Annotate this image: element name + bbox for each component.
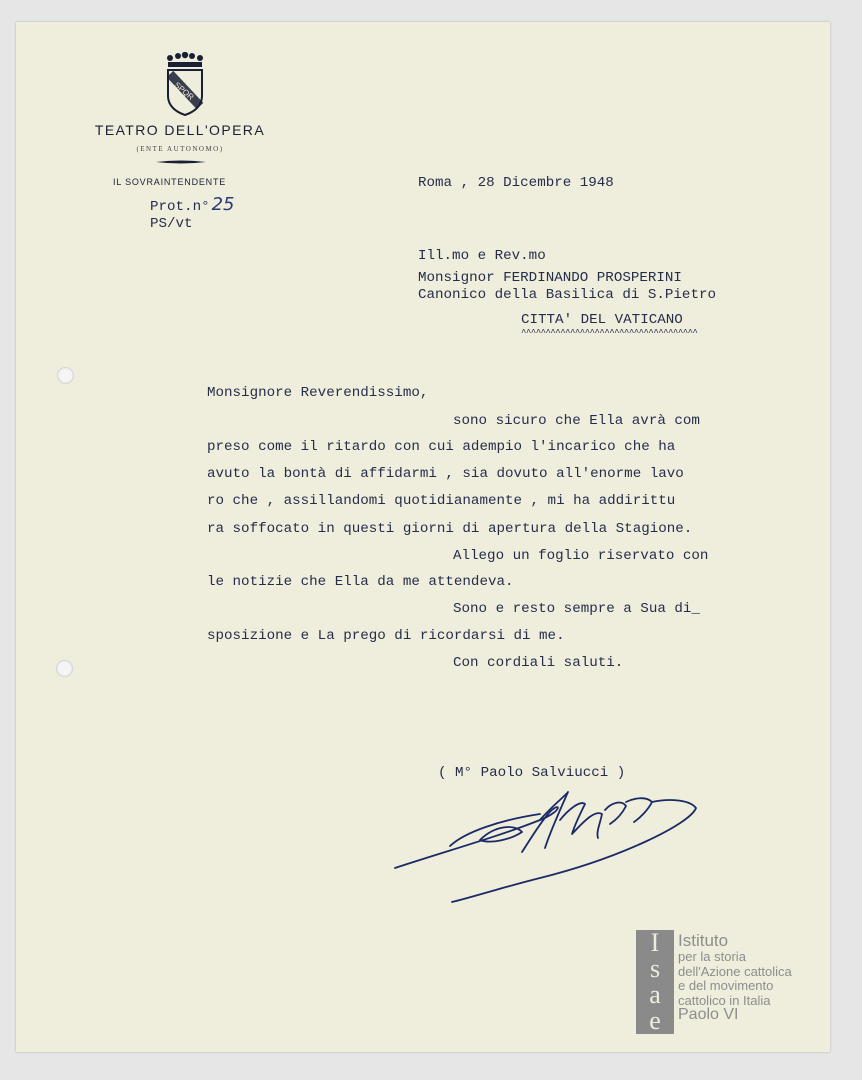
svg-text:SPQR: SPQR: [172, 80, 196, 102]
crest-icon: [162, 52, 208, 118]
body-line: Sono e resto sempre a Sua di_: [453, 601, 700, 617]
watermark-text: Istituto per la storia dell'Azione cattolica e del movimento cattolico in Italia Paolo VI: [678, 931, 792, 1023]
protocol-number: 25: [211, 194, 235, 215]
recipient-line-4: CITTA' DEL VATICANO: [521, 312, 683, 328]
body-line: Con cordiali saluti.: [453, 655, 624, 671]
letterhead-role: IL SOVRAINTENDENTE: [113, 177, 227, 187]
salutation: Monsignore Reverendissimo,: [207, 385, 429, 401]
letterhead-title: TEATRO DELL'OPERA: [94, 122, 266, 138]
recipient-underline: ^^^^^^^^^^^^^^^^^^^^^^^^^^^^^^^^^^^^: [521, 328, 698, 338]
handwritten-signature: [390, 780, 710, 910]
archive-watermark: [636, 930, 826, 1038]
body-line: Allego un foglio riservato con: [453, 548, 709, 564]
letterhead-divider: [156, 160, 206, 164]
body-line: avuto la bontà di affidarmi , sia dovuto all'enorme lavo: [207, 466, 684, 482]
watermark-logo: I s a e: [636, 930, 674, 1034]
letterhead-subtitle: (ENTE AUTONOMO): [136, 145, 224, 153]
body-line: sposizione e La prego di ricordarsi di me.: [207, 628, 565, 644]
body-line: sono sicuro che Ella avrà com: [453, 413, 700, 429]
body-line: le notizie che Ella da me attendeva.: [207, 574, 514, 590]
body-line: ro che , assillandomi quotidianamente , mi ha addirittu: [207, 493, 676, 509]
signatory-name: ( M° Paolo Salviucci ): [438, 765, 626, 781]
body-line: preso come il ritardo con cui adempio l'incarico che ha: [207, 439, 676, 455]
recipient-line-1: Ill.mo e Rev.mo: [418, 248, 546, 264]
date-line: Roma , 28 Dicembre 1948: [418, 175, 614, 191]
punch-hole-bottom: [56, 660, 73, 677]
protocol-line: [150, 194, 235, 215]
recipient-line-2: Monsignor FERDINANDO PROSPERINI: [418, 270, 682, 286]
punch-hole-top: [57, 367, 74, 384]
recipient-line-3: Canonico della Basilica di S.Pietro: [418, 287, 716, 303]
body-line: ra soffocato in questi giorni di apertura della Stagione.: [207, 521, 693, 537]
protocol-label: Prot.n°: [150, 199, 210, 215]
reference-initials: PS/vt: [150, 216, 193, 232]
